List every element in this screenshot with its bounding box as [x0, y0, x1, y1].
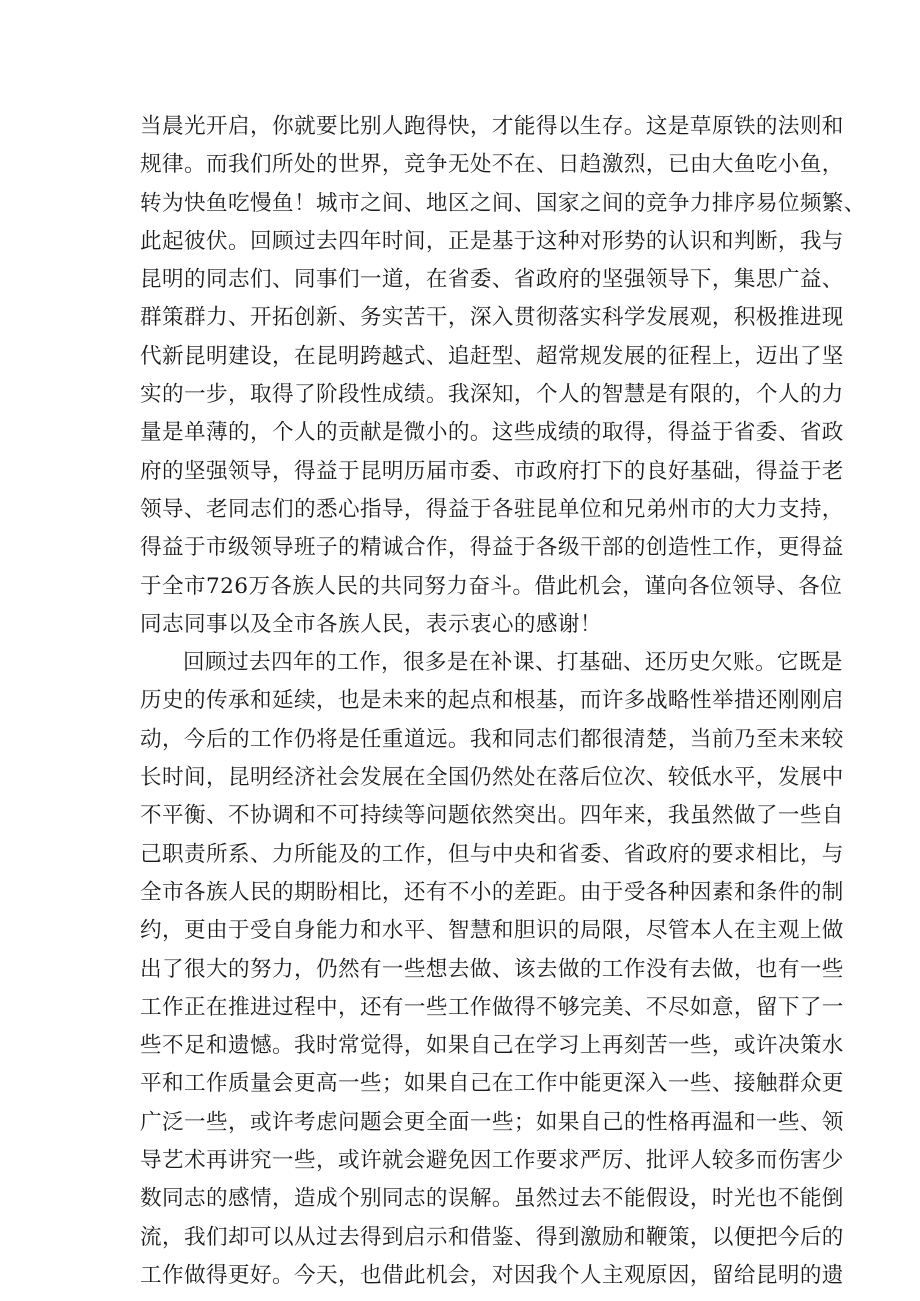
text-line: 规律。而我们所处的世界，竞争无处不在、日趋激烈，已由大鱼吃小鱼， — [140, 152, 844, 178]
text-line: 长时间，昆明经济社会发展在全国仍然处在落后位次、较低水平，发展中 — [140, 765, 844, 791]
text-line: 群策群力、开拓创新、务实苦干，深入贯彻落实科学发展观，积极推进现 — [140, 305, 844, 331]
text-line: 于全市726万各族人民的共同努力奋斗。借此机会，谨向各位领导、各位 — [140, 573, 843, 599]
text-line: 流，我们却可以从过去得到启示和借鉴、得到激励和鞭策，以便把今后的 — [140, 1224, 844, 1250]
text-line: 历史的传承和延续，也是未来的起点和根基，而许多战略性举措还刚刚启 — [140, 688, 844, 714]
text-line: 广泛一些，或许考虑问题会更全面一些；如果自己的性格再温和一些、领 — [140, 1109, 844, 1135]
text-line: 工作做得更好。今天，也借此机会，对因我个人主观原因，留给昆明的遗 — [140, 1262, 844, 1288]
text-line: 同志同事以及全市各族人民，表示衷心的感谢！ — [140, 611, 602, 637]
document-body — [140, 108, 866, 1295]
text-line: 府的坚强领导，得益于昆明历届市委、市政府打下的良好基础，得益于老 — [140, 458, 844, 484]
text-line: 些不足和遗憾。我时常觉得，如果自己在学习上再刻苦一些，或许决策水 — [140, 1033, 844, 1059]
text-line: 不平衡、不协调和不可持续等问题依然突出。四年来，我虽然做了一些自 — [140, 803, 844, 829]
text-line: 当晨光开启，你就要比别人跑得快，才能得以生存。这是草原铁的法则和 — [140, 114, 844, 139]
text-line: 回顾过去四年的工作，很多是在补课、打基础、还历史欠账。它既是 — [183, 650, 843, 676]
text-line: 转为快鱼吃慢鱼！城市之间、地区之间、国家之间的竞争力排序易位频繁、 — [140, 190, 866, 216]
text-line: 代新昆明建设，在昆明跨越式、追赶型、超常规发展的征程上，迈出了坚 — [140, 343, 844, 369]
text-line: 领导、老同志们的悉心指导，得益于各驻昆单位和兄弟州市的大力支持， — [140, 496, 844, 522]
text-line: 约，更由于受自身能力和水平、智慧和胆识的局限，尽管本人在主观上做 — [140, 918, 844, 944]
paragraph — [140, 108, 866, 644]
text-line: 出了很大的努力，仍然有一些想去做、该去做的工作没有去做，也有一些 — [140, 956, 844, 982]
text-line: 全市各族人民的期盼相比，还有不小的差距。由于受各种因素和条件的制 — [140, 879, 844, 905]
text-line: 平和工作质量会更高一些；如果自己在工作中能更深入一些、接触群众更 — [140, 1071, 844, 1097]
text-line: 己职责所系、力所能及的工作，但与中央和省委、省政府的要求相比，与 — [140, 841, 844, 867]
text-line: 此起彼伏。回顾过去四年时间，正是基于这种对形势的认识和判断，我与 — [140, 228, 844, 254]
paragraph — [140, 644, 844, 1295]
text-line: 动，今后的工作仍将是任重道远。我和同志们都很清楚，当前乃至未来较 — [140, 726, 844, 752]
text-line: 工作正在推进过程中，还有一些工作做得不够完美、不尽如意，留下了一 — [140, 994, 844, 1020]
text-line: 昆明的同志们、同事们一道，在省委、省政府的坚强领导下，集思广益、 — [140, 267, 844, 293]
text-line: 量是单薄的，个人的贡献是微小的。这些成绩的取得，得益于省委、省政 — [140, 420, 844, 446]
text-line: 实的一步，取得了阶段性成绩。我深知，个人的智慧是有限的，个人的力 — [140, 382, 844, 408]
text-line: 得益于市级领导班子的精诚合作，得益于各级干部的创造性工作，更得益 — [140, 535, 844, 561]
text-line: 导艺术再讲究一些，或许就会避免因工作要求严厉、批评人较多而伤害少 — [140, 1148, 844, 1174]
text-line: 数同志的感情，造成个别同志的误解。虽然过去不能假设，时光也不能倒 — [140, 1186, 844, 1212]
